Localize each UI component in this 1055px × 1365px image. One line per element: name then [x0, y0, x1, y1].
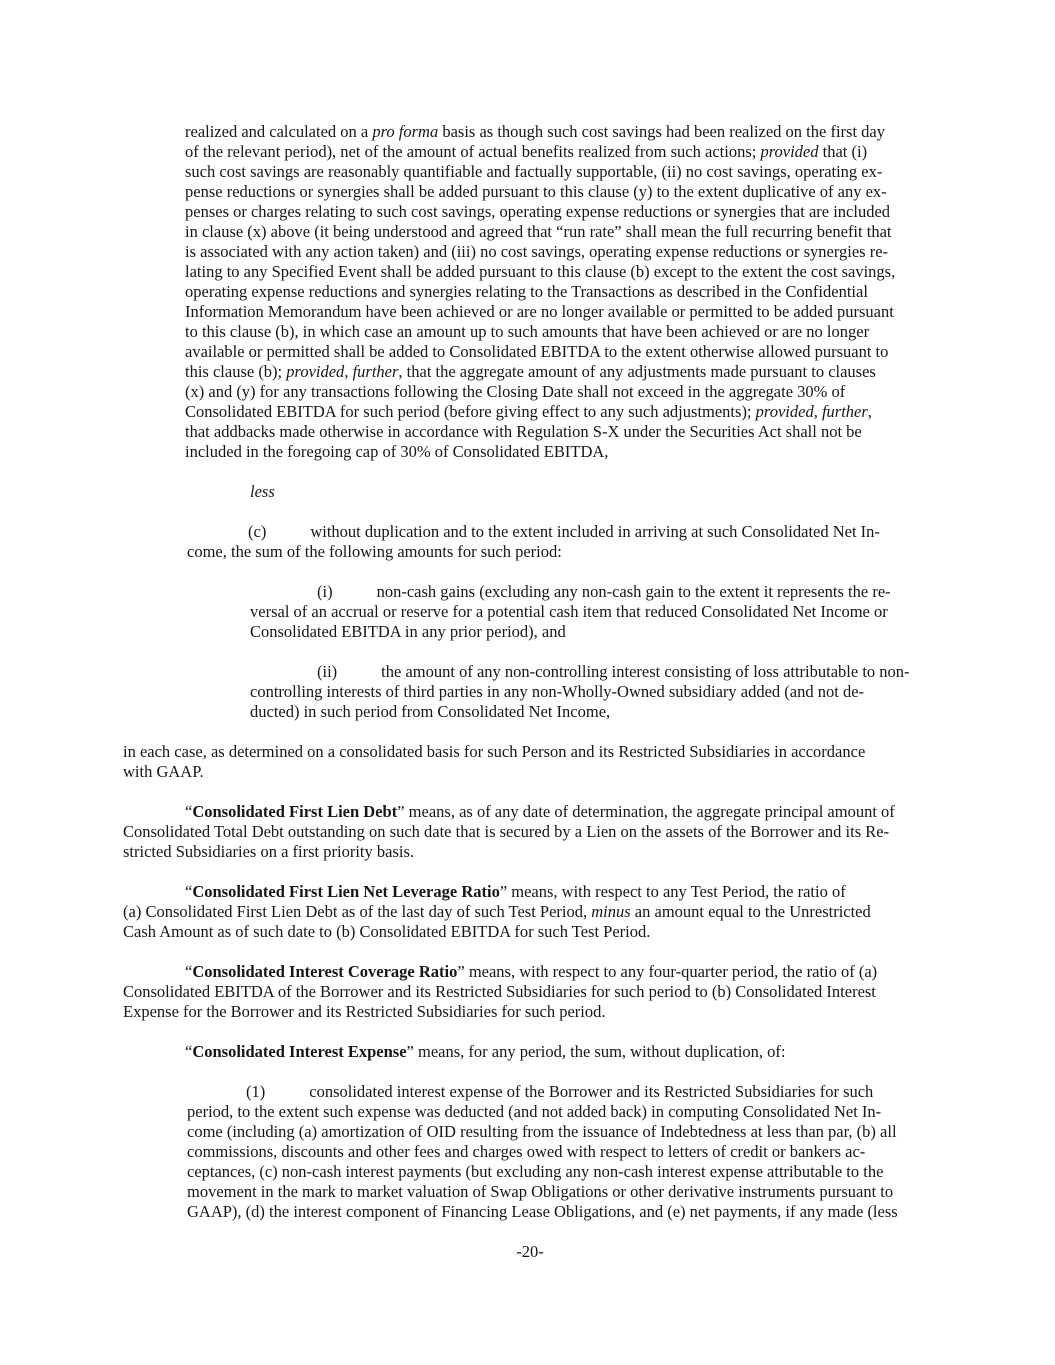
paragraph-definition-consolidated-interest-coverage-ratio: “Consolidated Interest Coverage Ratio” means, with respect to any four-quarter period, the ratio of (a) Consolidated EBITDA of the Borrower and its Restricted Subsidiaries for such period to (b) Consolidated Interest Expense for the Borrower and its Restricted Subsidiaries for such period.: [123, 962, 878, 1021]
paragraph-definition-consolidated-first-lien-debt: “Consolidated First Lien Debt” means, as of any date of determination, the aggregate principal amount of Consolidated Total Debt outstanding on such date that is secured by a Lien on the assets of the Borrower and its Re- stricted Subsidiaries on a first priority basis.: [123, 802, 895, 861]
paragraph-clause-c-i: (i) non-cash gains (excluding any non-cash gain to the extent it represents the re- versal of an accrual or reserve for a potential cash item that reduced Consolidated Net Income or Consolidated EBITDA in any prior period), and: [250, 582, 891, 641]
paragraph-definition-consolidated-interest-expense: “Consolidated Interest Expense” means, for any period, the sum, without duplication, of:: [185, 1042, 786, 1061]
page-number: -20-: [516, 1242, 544, 1261]
paragraph-less-connector: less: [250, 482, 275, 501]
paragraph-clause-c-ii: (ii) the amount of any non-controlling interest consisting of loss attributable to non- controlling interests of third parties in any non-Wholly-Owned subsidiary added (and not de- ducted) in such period from Consolidated Net Income,: [250, 662, 910, 721]
paragraph-clause-1: (1) consolidated interest expense of the Borrower and its Restricted Subsidiaries for such period, to the extent such expense was deducted (and not added back) in computing Consolidated Net In- come (including (a) amortization of OID resulting from the issuance of Indebtedness at less than par, (b) all commissions, discounts and other fees and charges owed with respect to letters of credit or bankers ac- ceptances, (c) non-cash interest payments (but excluding any non-cash interest expense attributable to the movement in the mark to market valuation of Swap Obligations or other derivative instruments pursuant to GAAP), (d) the interest component of Financing Lease Obligations, and (e) net payments, if any made (less: [187, 1082, 898, 1221]
paragraph-in-each-case-wrapup: in each case, as determined on a consolidated basis for such Person and its Restricted Subsidiaries in accordance with GAAP.: [123, 742, 866, 781]
paragraph-clause-c: (c) without duplication and to the extent included in arriving at such Consolidated Net In- come, the sum of the following amounts for such period:: [187, 522, 880, 561]
paragraph-cost-savings-proviso-continuation: realized and calculated on a pro forma basis as though such cost savings had been realized on the first day of the relevant period), net of the amount of actual benefits realized from such actions; provided that (i) such cost savings are reasonably quantifiable and factually supportable, (ii) no cost savings, operating ex- pense reductions or synergies shall be added pursuant to this clause (y) to the extent duplicative of any ex- penses or charges relating to such cost savings, operating expense reductions or synergies that are included in clause (x) above (it being understood and agreed that “run rate” shall mean the full recurring benefit that is associated with any action taken) and (iii) no cost savings, operating expense reductions or synergies re- lating to any Specified Event shall be added pursuant to this clause (b) except to the extent the cost savings, operating expense reductions and synergies relating to the Transactions as described in the Confidential Information Memorandum have been achieved or are no longer available or permitted to be added pursuant to this clause (b), in which case an amount up to such amounts that have been achieved or are no longer available or permitted shall be added to Consolidated EBITDA to the extent otherwise allowed pursuant to this clause (b); provided, further, that the aggregate amount of any adjustments made pursuant to clauses (x) and (y) for any transactions following the Closing Date shall not exceed in the aggregate 30% of Consolidated EBITDA for such period (before giving effect to any such adjustments); provided, further, that addbacks made otherwise in accordance with Regulation S-X under the Securities Act shall not be included in the foregoing cap of 30% of Consolidated EBITDA,: [185, 122, 896, 461]
paragraph-definition-consolidated-first-lien-net-leverage-ratio: “Consolidated First Lien Net Leverage Ratio” means, with respect to any Test Period, the ratio of (a) Consolidated First Lien Debt as of the last day of such Test Period, minus an amount equal to the Unrestricted Cash Amount as of such date to (b) Consolidated EBITDA for such Test Period.: [123, 882, 871, 941]
